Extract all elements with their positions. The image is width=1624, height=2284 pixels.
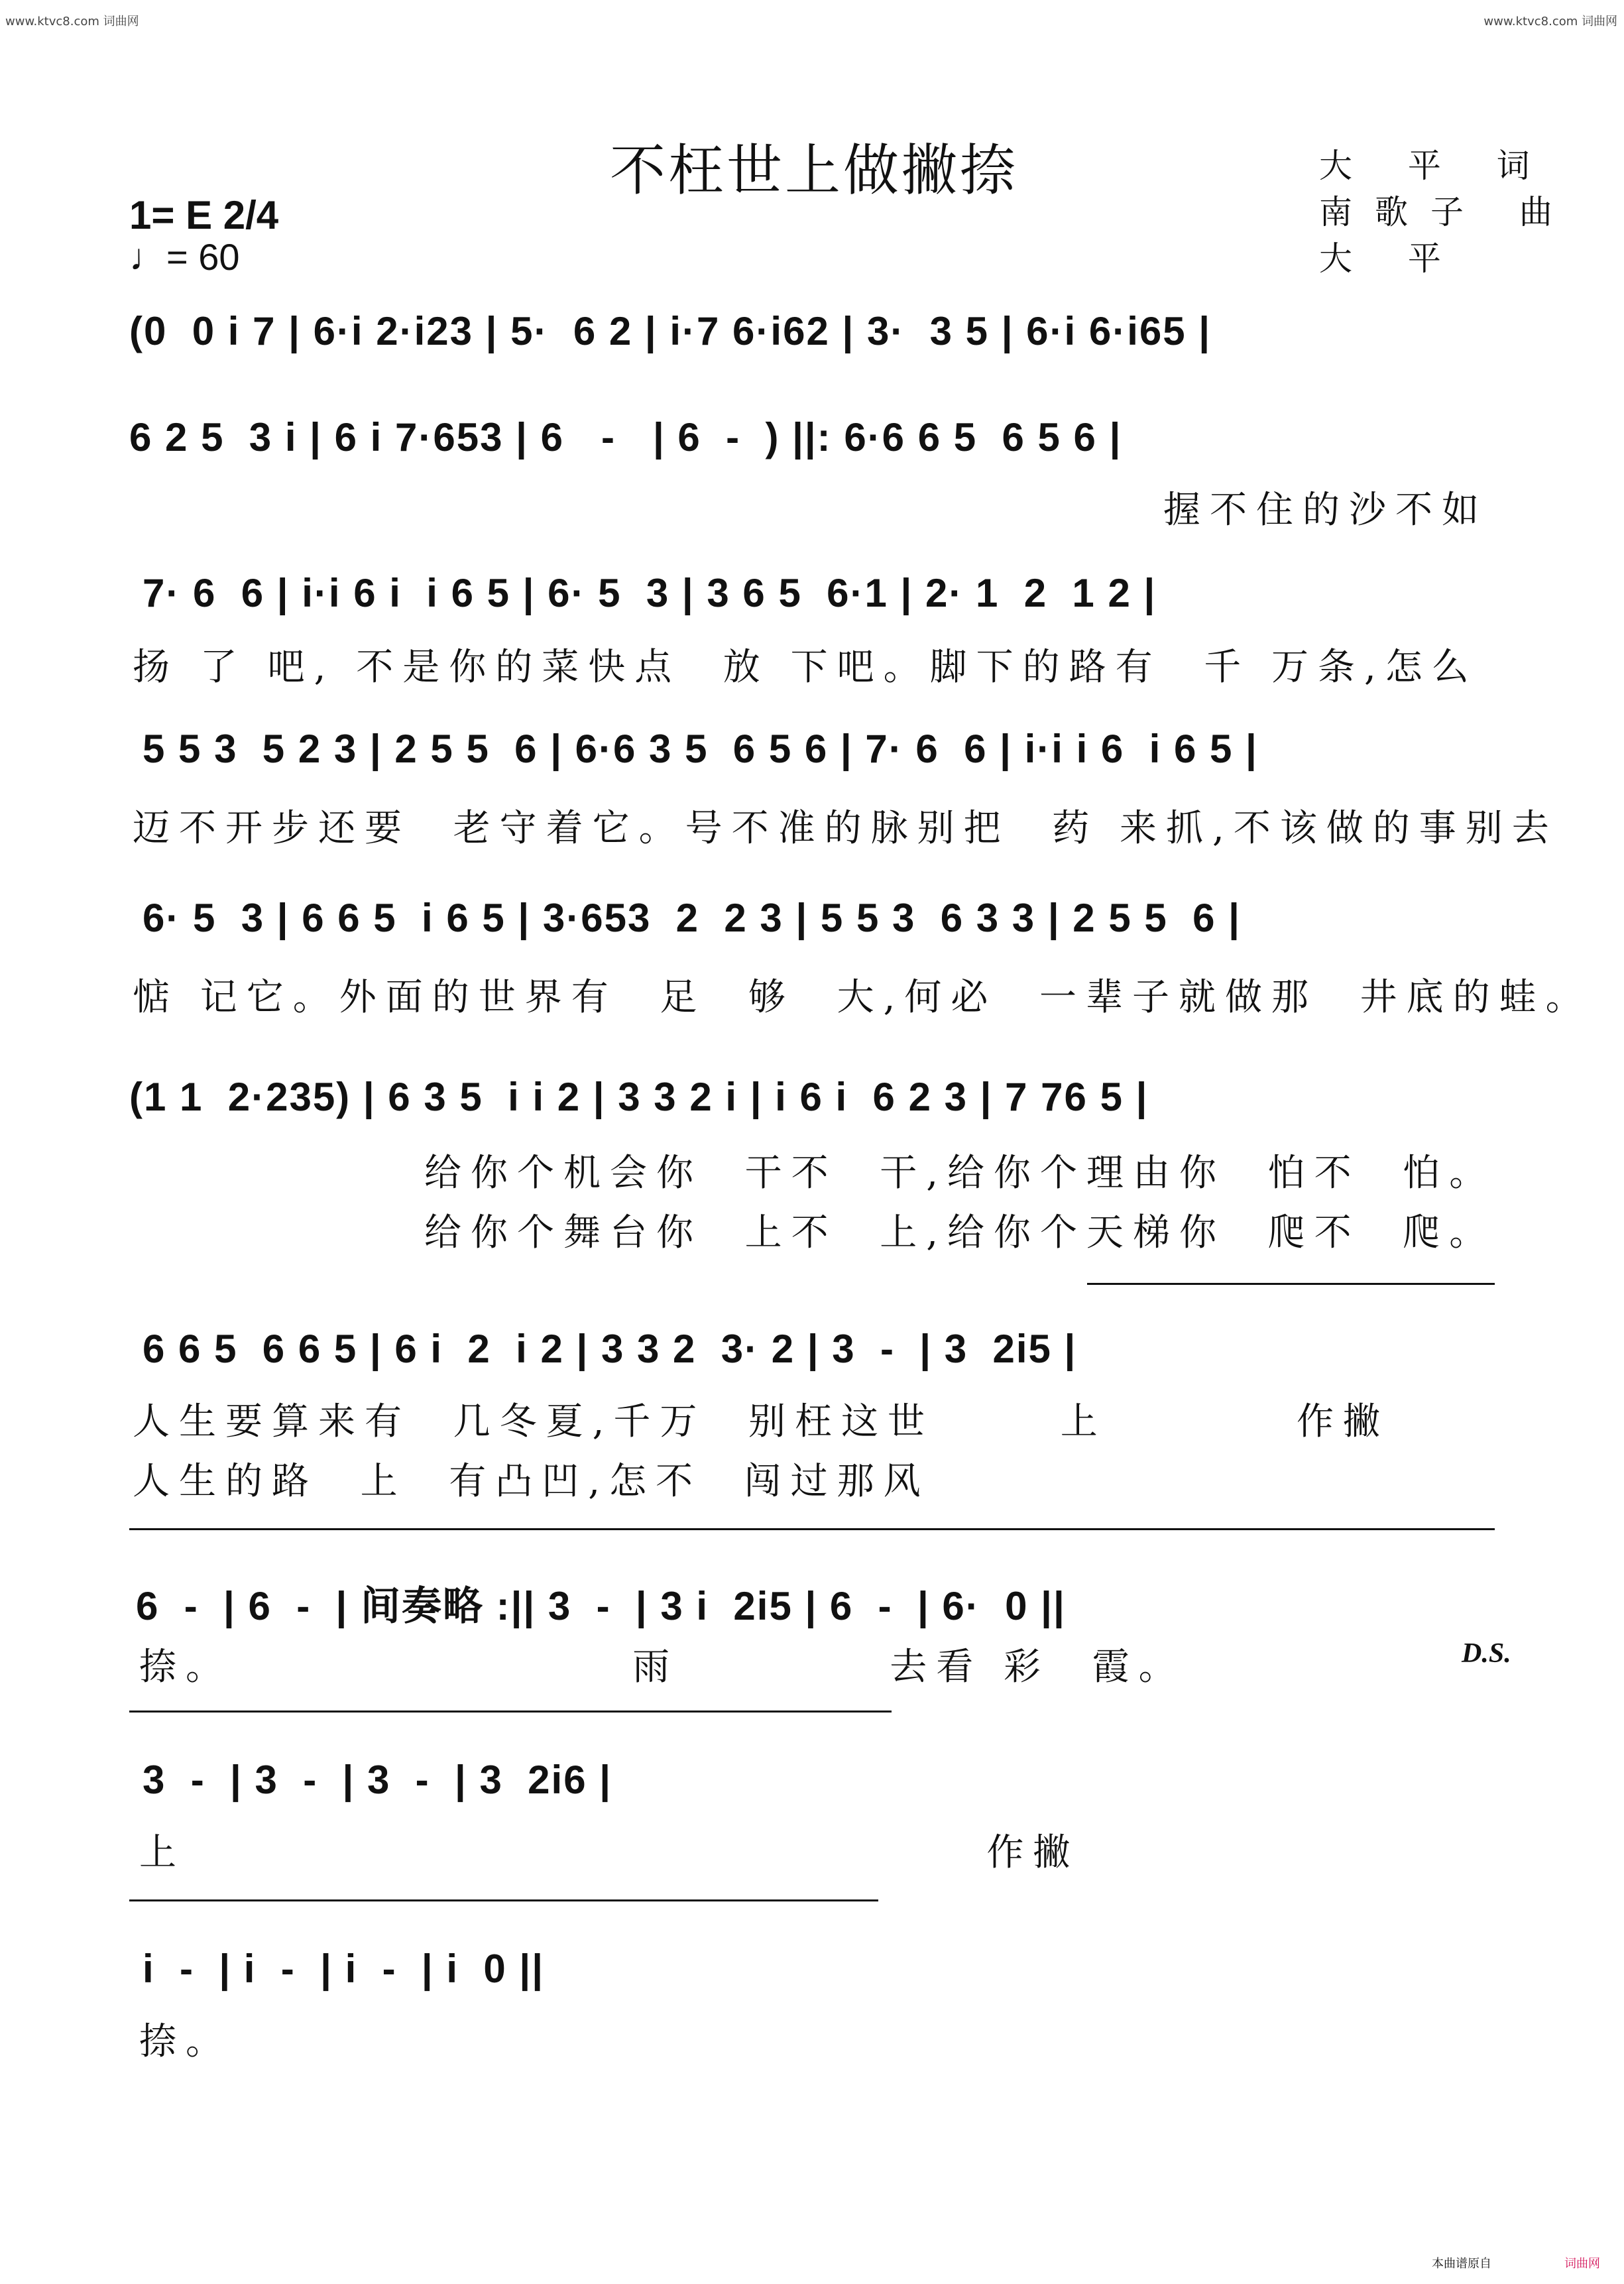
site-mark-right: www.ktvc8.com 词曲网 [1483,15,1617,29]
footer-source: 本曲谱原自 [1432,2257,1491,2271]
footer-site: 词曲网 [1564,2257,1600,2271]
key-signature: 1= E 2/4 [129,193,279,237]
lyric-line-1: 握不住的沙不如 [1163,489,1488,532]
lyric-line-5a: 给你个机会你 干不 干,给你个理由你 怕不 怕。 [424,1152,1496,1195]
song-title: 不枉世上做撇捺 [610,138,1019,203]
lyric-line-7: 捺。 雨 去看 彩 霞。 [139,1646,1185,1689]
score-line-5: 6· 5 3 | 6 6 5 i 6 5 | 3·653 2 2 3 | 5 5 3 6 3 3 | 2 5 5 6 | [143,896,1241,940]
lyric-line-6a: 人生要算来有 几冬夏,千万 别枉这世 上 作撇 [133,1400,1390,1443]
score-line-10: i - | i - | i - | i 0 || [143,1947,544,1991]
lyric-line-5b: 给你个舞台你 上不 上,给你个天梯你 爬不 爬。 [424,1211,1496,1254]
dal-segno: D.S. [1462,1638,1511,1669]
site-mark-left: www.ktvc8.com 词曲网 [5,15,139,29]
lyric-line-8: 上 作撇 [139,1831,1080,1874]
lyric-line-4: 惦 记它。外面的世界有 足 够 大,何必 一辈子就做那 井底的蛙。 [133,976,1592,1019]
lyric-line-9: 捺。 [139,2020,232,2063]
score-line-7: 6 6 5 6 6 5 | 6 i 2 i 2 | 3 3 2 3· 2 | 3 - | 3 2i5 | [143,1327,1077,1371]
volta-3-bracket [129,1711,892,1713]
lyric-line-6b: 人生的路 上 有凸凹,怎不 闯过那风 [133,1460,930,1503]
score-line-8: 6 - | 6 - | 间奏略 :|| 3 - | 3 i 2i5 | 6 - | 6· 0 || [136,1584,1066,1628]
tempo-marking: ♩= 60 [129,236,240,278]
system-rule-2 [129,1899,878,1901]
score-line-3: 7· 6 6 | i·i 6 i i 6 5 | 6· 5 3 | 3 6 5 6·1 | 2· 1 2 1 2 | [143,571,1157,615]
composer-credit: 南歌子 曲 [1319,193,1575,231]
arranger-credit: 大 平 [1319,239,1464,278]
score-line-1: (0 0 i 7 | 6·i 2·i23 | 5· 6 2 | i·7 6·i62 | 3· 3 5 | 6·i 6·i65 | [129,309,1212,353]
score-line-4: 5 5 3 5 2 3 | 2 5 5 6 | 6·6 3 5 6 5 6 | 7· 6 6 | i·i i 6 i 6 5 | [143,727,1258,771]
system-rule-1 [129,1528,1495,1530]
volta-1-bracket [1087,1283,1495,1285]
lyricist-credit: 大 平 词 [1319,147,1552,185]
lyric-line-3: 迈不开步还要 老守着它。号不准的脉别把 药 来抓,不该做的事别去 [133,807,1558,850]
score-line-6: (1 1 2·235) | 6 3 5 i i 2 | 3 3 2 i | i 6 i 6 2 3 | 7 76 5 | [129,1075,1149,1119]
score-line-2: 6 2 5 3 i | 6 i 7·653 | 6 - | 6 - ) ||: 6·6 6 5 6 5 6 | [129,415,1122,459]
score-line-9: 3 - | 3 - | 3 - | 3 2i6 | [143,1758,612,1802]
lyric-line-2: 扬 了 吧, 不是你的菜快点 放 下吧。脚下的路有 千 万条,怎么 [133,646,1478,689]
